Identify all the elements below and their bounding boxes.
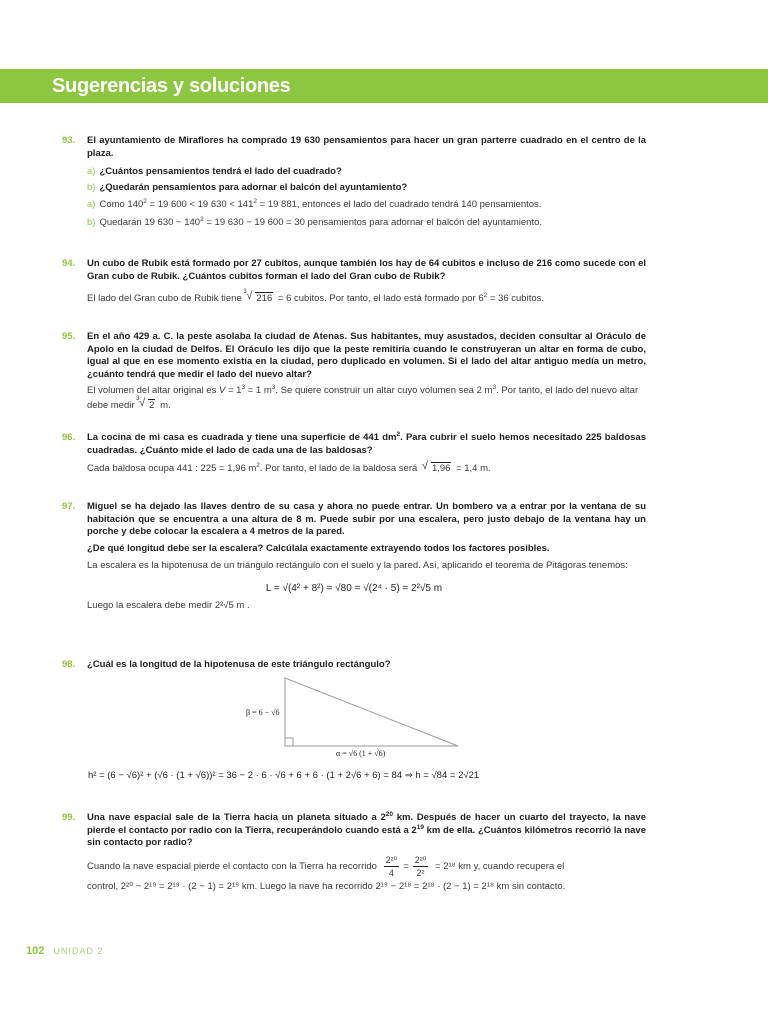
answer-text: Luego la escalera debe medir [87, 599, 213, 611]
radicand: 216 [256, 293, 273, 304]
problem-96 [62, 432, 646, 476]
answer-a [87, 197, 646, 212]
answer: Cuando la nave espacial pierde el contacto con la Tierra ha recorrido $\frac{\text{2²⁰}}{4}$ = $\frac{\text{2²⁰}}{\text{2²}}$ = 2¹⁸ km y, cuando recupera el [87, 854, 565, 878]
problem-statement [87, 812, 646, 850]
exponent: 2 [200, 216, 204, 223]
problem-number: 94. [62, 258, 76, 269]
answer-intro: La escalera es la hipotenusa de un triángulo rectángulo con el suelo y la pared. Así, aplicando el teorema de Pitágoras tenemos: [87, 560, 628, 571]
answer-text: = 19 630 − 19 600 = 30 pensamientos para adornar el balcón del ayuntamiento. [203, 217, 543, 228]
triangle-shape [285, 678, 458, 746]
exponent: 2 [253, 198, 257, 205]
answer-text: = 19 881, entonces el lado del cuadrado tendrá 140 pensamientos. [257, 199, 542, 210]
question-label: a) [87, 166, 96, 177]
problem-statement: El ayuntamiento de Miraflores ha comprado 19 630 pensamientos para hacer un gran parterre cuadrado en el centro de la plaza. [87, 135, 646, 159]
bottom-margin [0, 975, 768, 1024]
variable: V [219, 385, 226, 396]
answer-text: El volumen del altar original es [87, 385, 220, 396]
radicand: 2 [149, 400, 155, 411]
answer-text: Quedarán 19 630 − 140 [99, 217, 201, 228]
exponent: 3 [492, 384, 497, 391]
right-triangle-figure [230, 673, 470, 763]
answer-text: = 1 [225, 385, 242, 396]
answer-text: = 6 [275, 293, 292, 304]
problem-94 [62, 258, 646, 306]
problem-statement [87, 432, 646, 457]
cube-root: 3 √ 2 [139, 398, 155, 413]
problem-98 [62, 659, 646, 672]
answer [87, 383, 646, 413]
answer-text: Como 140 [99, 199, 144, 210]
answer-text: = 1,4 m. [453, 463, 491, 474]
answer-b [87, 215, 646, 230]
answer-text: = 2¹⁸ km y, cuando recupera el [432, 860, 565, 872]
exponent: 20 [385, 811, 394, 818]
alpha-label: α = √6 (1 + √6) [336, 749, 386, 758]
hypotenuse-formula: h² = (6 − √6)² + (√6 · (1 + √6))² = 36 − 2 · 6 · √6 + 6 + 6 · (1 + 2√6 + 6) = 84 ⇒ h = √84 = 2√21 [88, 770, 480, 781]
beta-label: β = 6 − √6 [246, 708, 280, 717]
problem-97 [62, 501, 646, 613]
question-text: ¿Quedarán pensamientos para adornar el balcón del ayuntamiento? [99, 181, 408, 193]
question-text: ¿Cuántos pensamientos tendrá el lado del cuadrado? [99, 166, 342, 177]
answer-continued: control, 2²⁰ − 2¹⁹ = 2¹⁹ · (2 − 1) = 2¹⁹ km. Luego la nave ha recorrido 2¹⁹ − 2¹⁸ = 2¹⁸ · (2 − 1) = 2¹⁸ km sin contacto. [87, 880, 566, 892]
right-angle-mark [285, 738, 293, 746]
exponent: 19 [416, 823, 424, 831]
page-title: Sugerencias y soluciones [52, 75, 291, 97]
answer-label: b) [87, 217, 96, 228]
fraction [413, 854, 429, 879]
answer-label: a) [87, 199, 96, 210]
answer-text: . Por tanto, el lado de la baldosa será [259, 463, 418, 474]
page-footer [26, 945, 103, 957]
exponent: 2 [143, 198, 147, 205]
answer-text: . Por tanto, el lado del nuevo altar debe medir [87, 385, 639, 411]
answer-text: = 19 600 < 19 630 < 141 [146, 199, 254, 210]
problem-number: 99. [62, 812, 76, 823]
answer [87, 461, 646, 476]
problem-statement: Miguel se ha dejado las llaves dentro de su casa y ahora no puede entrar. Un bombero va a entrar por la ventana de su habitación que se encuentra a una altura de 8 m. Puede subir por una escalera, pero justo debajo de la ventana hay un porche y debe colocar la escalera a 4 metros de la pared. [87, 501, 646, 537]
exponent: 3 [271, 384, 276, 391]
statement-text: km. Después de hacer un cuarto del trayecto, la nave pierde el contacto por radio con la Tierra, recuperándolo cuando está a 2 [87, 812, 646, 836]
statement-text: km de ella. ¿Cuántos kilómetros recorrió la nave sin contacto por radio? [87, 824, 647, 848]
fraction [384, 854, 400, 879]
problem-statement: ¿Cuál es la longitud de la hipotenusa de este triángulo rectángulo? [87, 659, 391, 670]
answer-text: . Se quiere construir un altar cuyo volumen sea 2 m [275, 385, 493, 396]
denominator: 2² [416, 867, 425, 878]
cube-root: 3 √ 216 [246, 291, 273, 306]
problem-number: 96. [62, 432, 76, 443]
answer-text: Cada baldosa ocupa 441 : 225 = 1,96 m [87, 463, 257, 474]
problem-statement: Un cubo de Rubik está formado por 27 cubitos, aunque también los hay de 64 cubitos e incluso de 216 como sucede con el Gran cubo de Rubik. ¿Cuántos cubitos forman el lado del Gran cubo de Rubik? [87, 258, 646, 282]
problem-99 [62, 812, 646, 894]
problem-statement: En el año 429 a. C. la peste asolaba la ciudad de Atenas. Sus habitantes, muy asustados, deciden consultar al Oráculo de Apolo en la ciudad de Delfos. El Oráculo les dijo que la peste remitiría cuando le construyeran un altar en forma de cubo, igual al que en ese momento existía en la ciudad, pero duplicado en volumen. Si el lado del altar antiguo medía un metro, ¿cuánto tendrá que medir el lado del nuevo altar? [87, 331, 646, 380]
problem-number: 98. [62, 659, 76, 670]
statement-text: . Para cubrir el suelo hemos necesitado 225 baldosas cuadradas. ¿Cuánto mide el lado de cada una de las baldosas? [87, 432, 646, 456]
exponent: 3 [241, 384, 246, 391]
answer [87, 291, 646, 306]
problem-number: 97. [62, 501, 76, 512]
root-index: 3 [243, 289, 247, 295]
problem-number: 95. [62, 331, 76, 342]
page-number: 102 [26, 945, 45, 957]
answer-text: = 36 cubitos. [487, 293, 545, 304]
problem-93 [62, 135, 646, 230]
section-header [0, 69, 768, 103]
exponent: 2 [396, 431, 401, 438]
answer-text: El lado del Gran cubo de Rubik tiene [87, 293, 242, 304]
answer-text: Cuando la nave espacial pierde el contacto con la Tierra ha recorrido [87, 860, 377, 872]
exponent: 2 [256, 462, 260, 469]
question: ¿De qué longitud debe ser la escalera? Calcúlala exactamente extrayendo todos los factores posibles. [87, 542, 550, 554]
statement-text: Una nave espacial sale de la Tierra hacia un planeta situado a 2 [87, 812, 386, 823]
answer-value: 2²√5 m . [214, 599, 250, 611]
pythagoras-formula: L = √(4² + 8²) = √80 = √(2⁴ · 5) = 2²√5 m [265, 582, 443, 594]
question-a [87, 166, 646, 179]
radicand: 1,96 [431, 463, 451, 474]
unit-label: UNIDAD 2 [53, 946, 104, 956]
problem-98-answer [88, 770, 648, 781]
problem-95 [62, 331, 646, 413]
answer-conclusion [87, 598, 646, 613]
root-index: 3 [136, 396, 140, 402]
statement-text: La cocina de mi casa es cuadrada y tiene una superficie de 441 dm [87, 432, 397, 443]
answer-text: cubitos. Por tanto, el lado está formado por 6 [294, 293, 484, 304]
problem-number: 93. [62, 135, 76, 146]
question-b [87, 182, 646, 195]
square-root: √ 1,96 [421, 460, 451, 474]
numerator: 2²⁰ [414, 854, 427, 865]
question-label: b) [87, 181, 96, 193]
denominator: 4 [388, 867, 394, 878]
numerator: 2²⁰ [385, 854, 398, 865]
answer-text: m. [157, 400, 171, 411]
exponent: 2 [483, 292, 488, 299]
answer-text: = 1 m [245, 385, 272, 396]
